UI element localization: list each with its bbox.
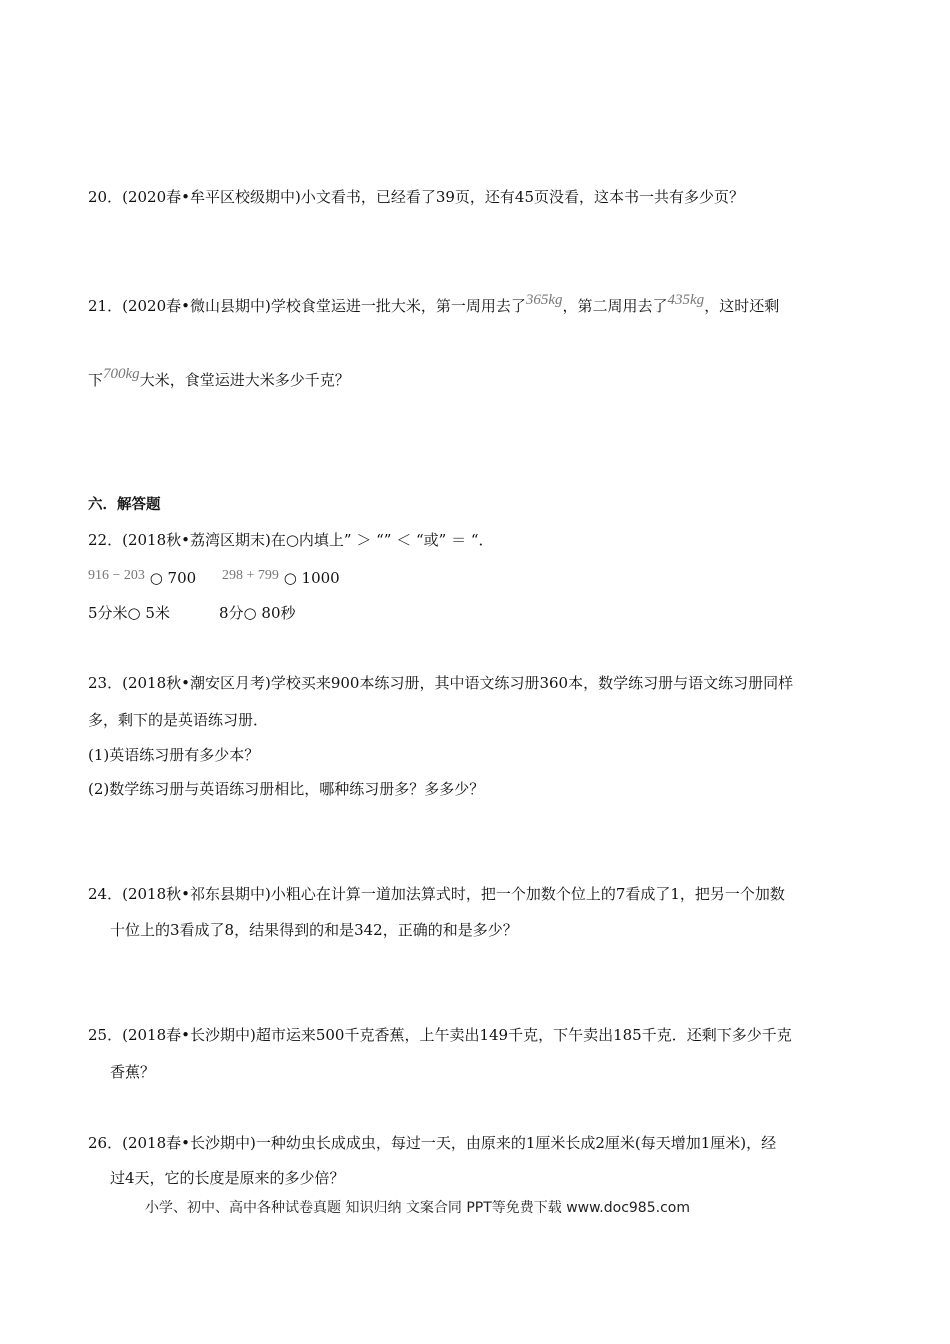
compare-time: 8分○ 80秒 bbox=[219, 604, 296, 622]
expr-298-799: 298 + 799 bbox=[222, 568, 279, 583]
question-25-line-1 bbox=[88, 1025, 792, 1045]
question-21-text-a: 21．(2020春•微山县期中)学校食堂运进一批大米，第一周用去了 bbox=[88, 297, 526, 315]
question-23-text-b: 多，剩下的是英语练习册． bbox=[88, 711, 269, 729]
question-24-text-a: 24．(2018秋•祁东县期中)小粗心在计算一道加法算式时，把一个加数个位上的7看成了1，把另一个加数 bbox=[88, 885, 785, 903]
question-24-line-1 bbox=[88, 884, 785, 904]
question-25-text-b: 香蕉？ bbox=[110, 1063, 156, 1081]
question-23-sub-2 bbox=[88, 779, 484, 799]
question-21-line-2 bbox=[88, 366, 350, 391]
question-23-sub-1 bbox=[88, 745, 259, 765]
question-22-row-2a bbox=[88, 603, 170, 623]
question-26-line-2 bbox=[110, 1168, 345, 1188]
section-heading bbox=[88, 495, 161, 515]
math-700kg: 700kg bbox=[103, 366, 140, 382]
question-21-text-e: 大米，食堂运进大米多少千克？ bbox=[139, 371, 350, 389]
question-22-row-1 bbox=[88, 568, 196, 590]
question-21-text-b: ，第二周用去了 bbox=[562, 297, 668, 315]
question-24-line-2 bbox=[110, 920, 518, 940]
expr-916-203: 916 − 203 bbox=[88, 568, 145, 583]
compare-1000: ○ 1000 bbox=[283, 569, 340, 587]
question-25-text-a: 25．(2018春•长沙期中)超市运来500千克香蕉，上午卖出149千克，下午卖出185千克．还剩下多少千克 bbox=[88, 1026, 792, 1044]
question-23-line-1 bbox=[88, 673, 793, 693]
question-20-text: 20．(2020春•牟平区校级期中)小文看书，已经看了39页，还有45页没看，这本书一共有多少页？ bbox=[88, 188, 744, 206]
math-365kg: 365kg bbox=[525, 292, 563, 308]
question-24-text-b: 十位上的3看成了8，结果得到的和是342，正确的和是多少？ bbox=[110, 921, 518, 939]
section-title: 六．解答题 bbox=[88, 497, 161, 513]
question-26-line-1 bbox=[88, 1133, 776, 1153]
page-footer bbox=[145, 1197, 690, 1217]
question-26-text-a: 26．(2018春•长沙期中)一种幼虫长成成虫，每过一天，由原来的1厘米长成2厘米(每天增加1厘米)，经 bbox=[88, 1134, 777, 1152]
question-21-line-1 bbox=[88, 292, 780, 317]
question-22 bbox=[88, 530, 494, 550]
question-20 bbox=[88, 187, 744, 207]
question-23-line-2 bbox=[88, 710, 268, 730]
question-22-row-2b bbox=[219, 603, 296, 623]
math-435kg: 435kg bbox=[667, 292, 705, 308]
compare-length: 5分米○ 5米 bbox=[88, 604, 170, 622]
question-21-text-d: 下 bbox=[88, 371, 104, 389]
question-22-text: 22．(2018秋•荔湾区期末)在○内填上” ＞ “” ＜ “或” ＝ “． bbox=[88, 531, 494, 549]
question-26-text-b: 过4天，它的长度是原来的多少倍？ bbox=[110, 1169, 345, 1187]
compare-700: ○ 700 bbox=[149, 569, 197, 587]
question-22-row-1b bbox=[222, 568, 340, 590]
question-23-subquestion-1: (1)英语练习册有多少本？ bbox=[88, 746, 260, 764]
question-21-text-c: ，这时还剩 bbox=[704, 297, 780, 315]
question-25-line-2 bbox=[110, 1062, 155, 1082]
question-23-subquestion-2: (2)数学练习册与英语练习册相比，哪种练习册多？多多少？ bbox=[88, 780, 485, 798]
question-23-text-a: 23．(2018秋•潮安区月考)学校买来900本练习册，其中语文练习册360本，数学练习册与语文练习册同样 bbox=[88, 674, 794, 692]
footer-text: 小学、初中、高中各种试卷真题 知识归纳 文案合同 PPT等免费下载 www.doc985.com bbox=[145, 1200, 690, 1216]
